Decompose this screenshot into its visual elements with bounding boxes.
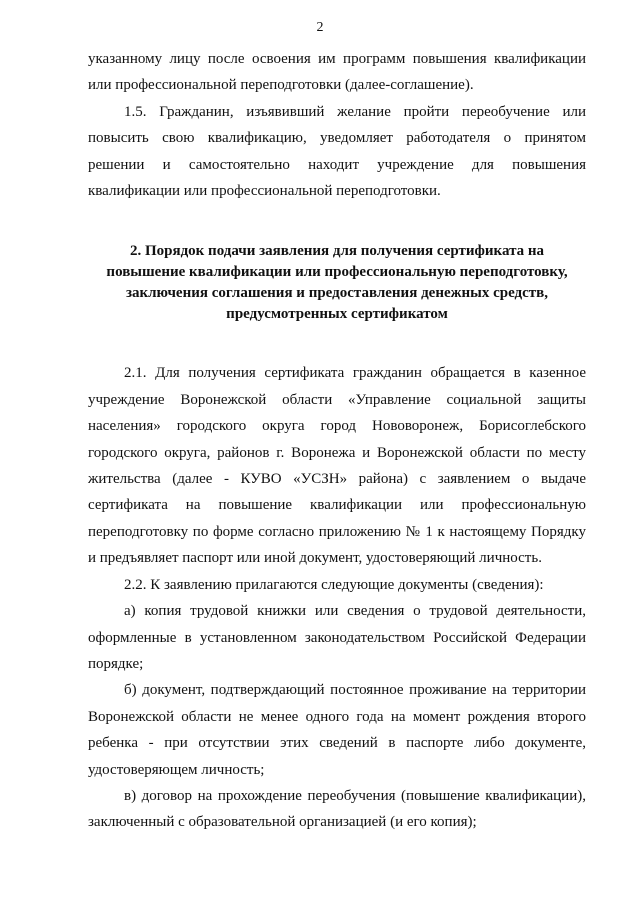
heading-line: заключения соглашения и предоставления денежных средств, [125,285,549,302]
list-item-b: б) документ, подтверждающий постоянное проживание на территории Воронежской области не менее одного года на момент рождения второго ребенка - при отсутствии этих сведений в паспорте либо документе, удостоверяющем личность; [88,682,586,778]
paragraph-2-1: 2.1. Для получения сертификата гражданин обращается в казенное учреждение Воронежской области «Управление социальной защиты населения» городского округа город Нововоронеж, Борисоглебского городского округа, районов г. Воронежа и Воронежской области по месту жительства (далее - КУВО «УСЗН» района) с заявлением о выдаче сертификата на повышение квалификации или профессиональную переподготовку по форме согласно приложению № 1 к настоящему Порядку и предъявляет паспорт или иной документ, удостоверяющий личность. [88,365,586,567]
paragraph-1-5: 1.5. Гражданин, изъявивший желание пройти переобучение или повысить свою квалификацию, уведомляет работодателя о принятом решении и самостоятельно находит учреждение для повышения квалификации или профессиональной переподготовки. [88,103,586,200]
heading-line: повышение квалификации или профессиональную переподготовку, [106,264,568,281]
heading-line: предусмотренных сертификатом [226,306,448,323]
document-body [88,46,586,836]
list-item-v: в) договор на прохождение переобучения (повышение квалификации), заключенный с образовательной организацией (и его копия); [88,787,586,831]
paragraph-continuation: указанному лицу после освоения им программ повышения квалификации или профессиональной переподготовки (далее-соглашение). [88,51,586,94]
paragraph-2-2: 2.2. К заявлению прилагаются следующие документы (сведения): [124,576,544,593]
section-heading [88,241,586,325]
page-number: 2 [316,20,324,35]
heading-line: 2. Порядок подачи заявления для получения сертификата на [129,243,545,260]
list-item-a: а) копия трудовой книжки или сведения о трудовой деятельности, оформленные в установленном законодательством Российской Федерации порядке; [88,603,586,672]
